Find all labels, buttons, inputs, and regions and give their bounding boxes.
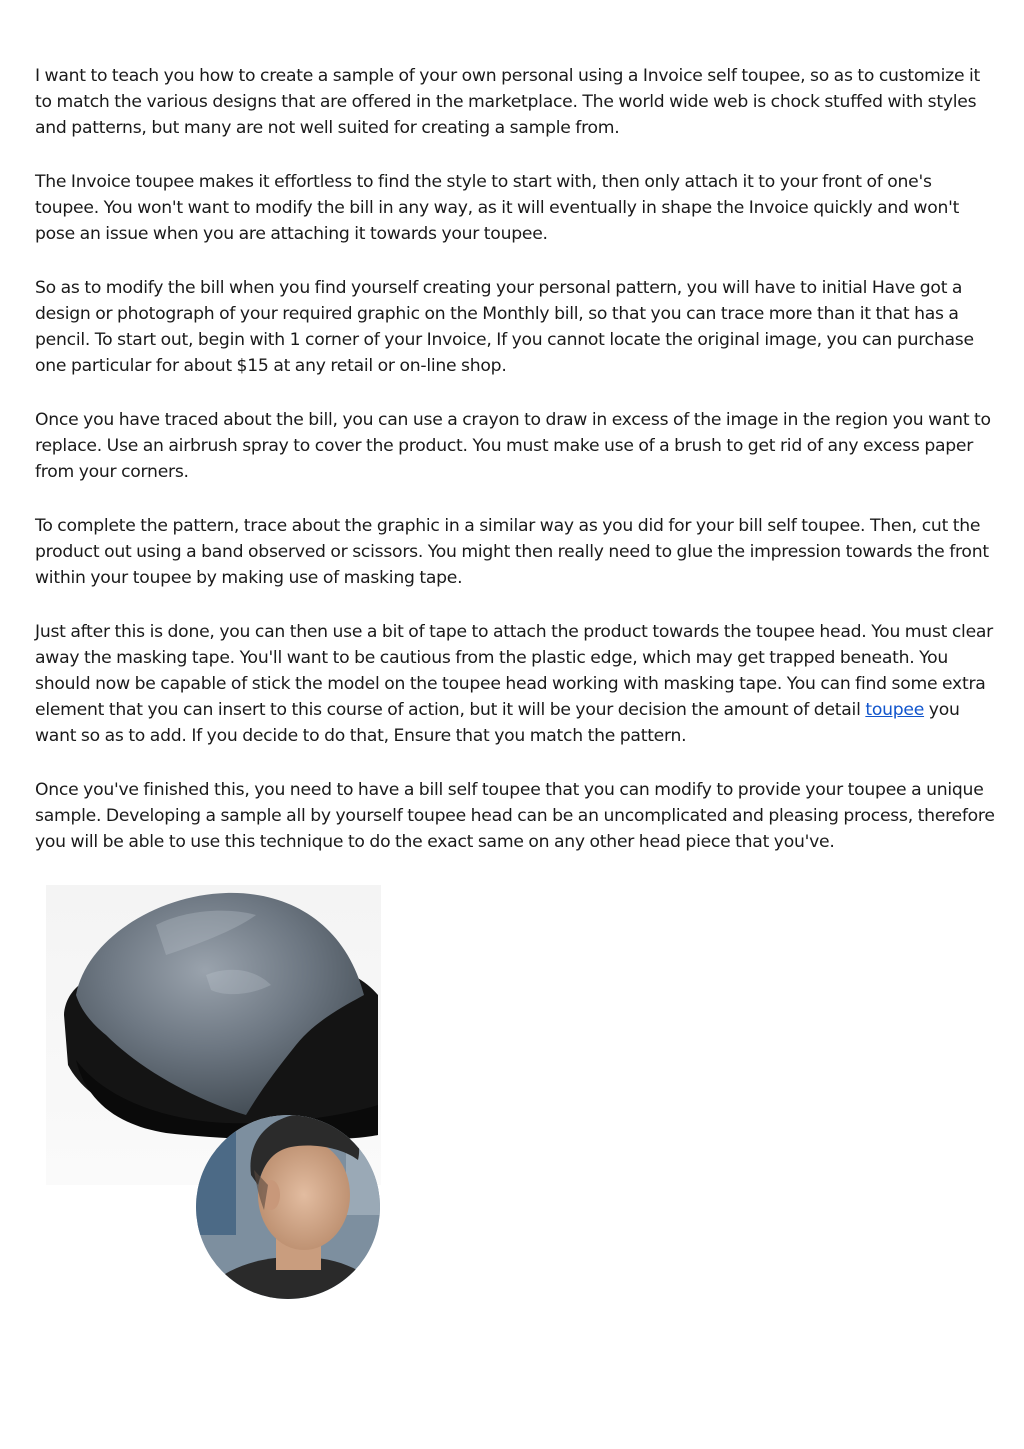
paragraph-4: Once you have traced about the bill, you can use a crayon to draw in excess of the image in the region you want to replace. Use an airbrush spray to cover the product. You must make use of a brush to get rid of any excess paper from your corners. <box>35 410 991 482</box>
paragraph-6-text-after: you want so as to add. If you decide to do that, Ensure that you match the pattern. <box>35 700 960 746</box>
paragraph-5: To complete the pattern, trace about the graphic in a similar way as you did for your bill self toupee. Then, cut the product out using a band observed or scissors. You might then really need to glue the impression towards the front within your toupee by making use of masking tape. <box>35 516 989 588</box>
toupee-product-image <box>46 885 381 1300</box>
paragraph-7: Once you've finished this, you need to have a bill self toupee that you can modify to provide your toupee a unique sample. Developing a sample all by yourself toupee head can be an uncomplicated and pleasing process, therefore you will be able to use this technique to do the exact same on any other head piece that you've. <box>35 780 995 852</box>
article <box>35 63 995 883</box>
paragraph-3: So as to modify the bill when you find yourself creating your personal pattern, you will have to initial Have got a design or photograph of your required graphic on the Monthly bill, so that you can trace more than it that has a pencil. To start out, begin with 1 corner of your Invoice, If you cannot locate the original image, you can purchase one particular for about $15 at any retail or on-line shop. <box>35 278 974 376</box>
paragraph-6-text-before: Just after this is done, you can then use a bit of tape to attach the product towards the toupee head. You must clear away the masking tape. You'll want to be cautious from the plastic edge, which may get trapped beneath. You should now be capable of stick the model on the toupee head working with masking tape. You can find some extra element that you can insert to this course of action, but it will be your decision the amount of detail <box>35 622 993 720</box>
toupee-link[interactable]: toupee <box>865 700 925 720</box>
paragraph-1: I want to teach you how to create a sample of your own personal using a Invoice self toupee, so as to customize it to match the various designs that are offered in the marketplace. The world wide web is chock stuffed with styles and patterns, but many are not well suited for creating a sample from. <box>35 66 980 138</box>
paragraph-6 <box>35 619 995 749</box>
paragraph-2: The Invoice toupee makes it effortless to find the style to start with, then only attach it to your front of one's toupee. You won't want to modify the bill in any way, as it will eventually in shape the Invoice quickly and won't pose an issue when you are attaching it towards your toupee. <box>35 172 960 244</box>
